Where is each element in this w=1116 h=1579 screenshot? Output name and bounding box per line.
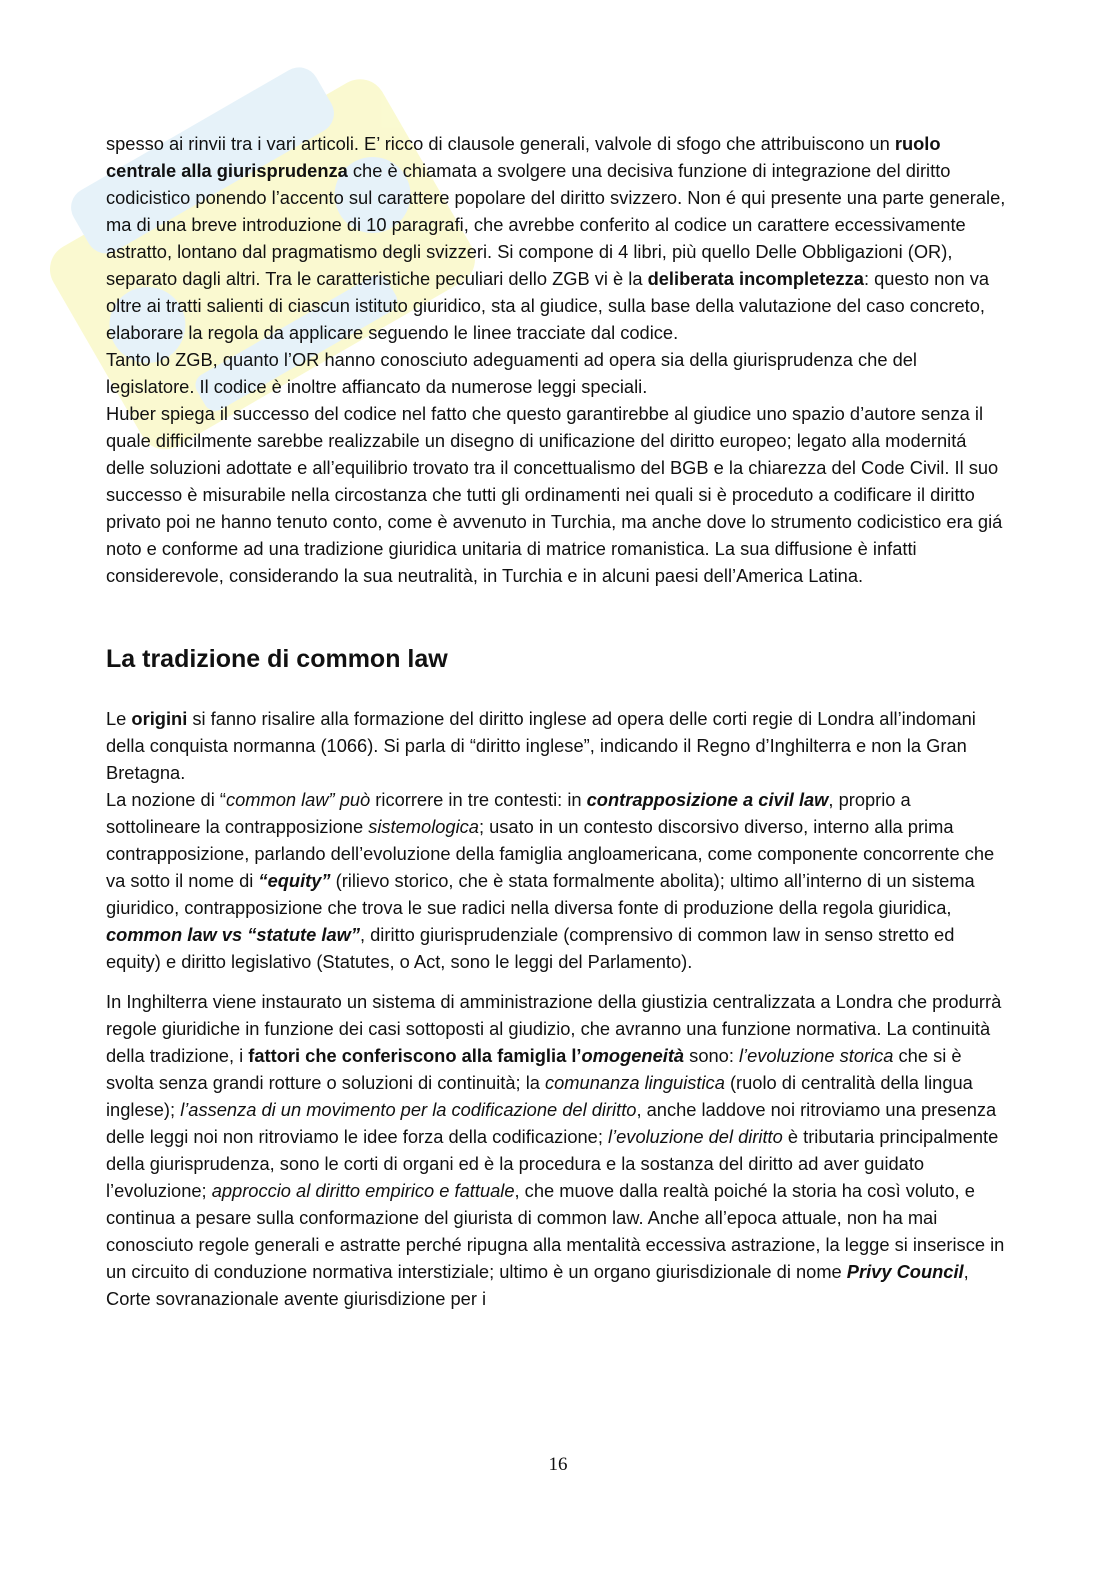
emphasis-text: common law” può (225, 789, 371, 810)
emphasis-text: omogeneità (581, 1045, 685, 1066)
emphasis-text: approccio al diritto empirico e fattuale (211, 1180, 515, 1201)
paragraph (106, 400, 1006, 589)
paragraph (106, 346, 1006, 400)
text-run: spesso ai rinvii tra i vari articoli. E’ ricco di clausole generali, valvole di sfogo che attribuiscono un (106, 133, 895, 154)
text-run: Tanto lo ZGB, quanto l’OR hanno conosciuto adeguamenti ad opera sia della giurisprudenza che del legislatore. Il codice è inoltre affiancato da numerose leggi speciali. (106, 349, 917, 397)
text-run: ricorrere in tre contesti: in (370, 789, 587, 810)
emphasis-text: fattori che conferiscono alla famiglia l’ (248, 1045, 582, 1066)
text-run: : questo non va oltre ai tratti salienti di ciascun istituto giuridico, sta al giudice, sulla base della valutazione del caso concreto, elaborare la regola da applicare seguendo le linee tracciate dal codice. (106, 268, 989, 343)
emphasis-text: sistemologica (368, 816, 479, 837)
text-run: , anche laddove noi ritroviamo una presenza delle leggi noi non ritroviamo le idee forza della codificazione; (106, 1099, 997, 1147)
page-number: 16 (548, 1454, 568, 1475)
emphasis-text: l’evoluzione storica (738, 1045, 894, 1066)
emphasis-text: common law vs “statute law” (106, 924, 360, 945)
paragraph (106, 705, 1006, 786)
emphasis-text: origini (131, 708, 188, 729)
text-run: (rilievo storico, che è stata formalmente abolita); ultimo all’interno di un sistema giuridico, contrapposizione che trova le sue radici nella diversa fonte di produzione della regola giuridica, (106, 870, 975, 918)
text-run: In Inghilterra viene instaurato un sistema di amministrazione della giustizia centralizzata a Londra che produrrà regole giuridiche in funzione dei casi sottoposti al giudizio, che avranno una funzione normativa. La continuità della tradizione, i (106, 991, 1002, 1066)
emphasis-text (258, 870, 330, 891)
paragraph-spacer (106, 975, 1006, 988)
emphasis-text: contrapposizione a civil law (586, 789, 829, 810)
text-run: Le (106, 708, 132, 729)
section-heading: La tradizione di common law (106, 645, 448, 673)
emphasis-text (587, 789, 829, 810)
emphasis-text: Privy Council (846, 1261, 964, 1282)
text-run: si fanno risalire alla formazione del diritto inglese ad opera delle corti regie di Londra all’indomani della conquista normanna (1066). Si parla di “diritto inglese”, indicando il Regno d’Inghilterra e non la Gran Bretagna. (106, 708, 976, 783)
text-run: (ruolo di centralità della lingua inglese); (106, 1072, 973, 1120)
paragraph (106, 988, 1006, 1312)
emphasis-text (847, 1261, 964, 1282)
emphasis-text: ruolo centrale alla giurisprudenza (106, 133, 941, 181)
text-run: , diritto giurisprudenziale (comprensivo di common law in senso stretto ed equity) e diritto legislativo (Statutes, o Act, sono le leggi del Parlamento). (106, 924, 955, 972)
emphasis-text: “equity” (258, 870, 331, 891)
emphasis-text: deliberata incompletezza (647, 268, 864, 289)
emphasis-text (582, 1045, 685, 1066)
text-run: che è chiamata a svolgere una decisiva funzione di integrazione del diritto codicistico ponendo l’accento sul carattere popolare del diritto svizzero. Non é qui presente una parte generale, ma di una breve introduzione di 10 paragrafi, che avrebbe conferito al codice un carattere eccessivamente astratto, lontano dal pragmatismo degli svizzeri. Si compone di 4 libri, più quello Delle Obbligazioni (OR), separato dagli altri. Tra le caratteristiche peculiari dello ZGB vi è la (106, 160, 1006, 289)
document-body (106, 130, 1006, 1312)
text-run: che si è svolta senza grandi rotture o soluzioni di continuità; la (106, 1045, 962, 1093)
paragraph-group-top (106, 130, 1006, 589)
text-run: , che muove dalla realtà poiché la storia ha così voluto, e continua a pesare sulla conformazione del giurista di common law. Anche all’epoca attuale, non ha mai conosciuto regole generali e astratte perché ripugna alla mentalità eccessiva astrazione, la legge si inserisce in un circuito di conduzione normativa interstiziale; ultimo è un organo giurisdizionale di nome (106, 1180, 1005, 1282)
text-run: ; usato in un contesto discorsivo diverso, interno alla prima contrapposizione, parlando dell’evoluzione della famiglia angloamericana, come componente concorrente che va sotto il nome di (106, 816, 995, 891)
paragraph (106, 786, 1006, 975)
emphasis-text (106, 924, 360, 945)
emphasis-text: l’evoluzione del diritto (608, 1126, 783, 1147)
text-run: , proprio a sottolineare la contrapposizione (106, 789, 911, 837)
paragraph (106, 130, 1006, 346)
emphasis-text: comunanza linguistica (545, 1072, 725, 1093)
text-run: La nozione di “ (106, 789, 226, 810)
text-run: Huber spiega il successo del codice nel fatto che questo garantirebbe al giudice uno spazio d’autore senza il quale difficilmente sarebbe realizzabile un disegno di unificazione del diritto europeo; legato alla modernitá delle soluzioni adottate e all’equilibrio trovato tra il concettualismo del BGB e la chiarezza del Code Civil. Il suo successo è misurabile nella circostanza che tutti gli ordinamenti nei quali si è proceduto a codificare il diritto privato poi ne hanno tenuto conto, come è avvenuto in Turchia, ma anche dove lo strumento codicistico era giá noto e conforme ad una tradizione giuridica unitaria di matrice romanistica. La sua diffusione è infatti considerevole, considerando la sua neutralità, in Turchia e in alcuni paesi dell’America Latina. (106, 403, 1003, 586)
text-run: è tributaria principalmente della giurisprudenza, sono le corti di organi ed è la procedura e la sostanza del diritto ad aver guidato l’evoluzione; (106, 1126, 999, 1201)
emphasis-text: l’assenza di un movimento per la codificazione del diritto (180, 1099, 637, 1120)
text-run: sono: (684, 1045, 739, 1066)
text-run: , Corte sovranazionale avente giurisdizione per i (106, 1261, 969, 1309)
paragraph-group-bottom (106, 705, 1006, 1312)
